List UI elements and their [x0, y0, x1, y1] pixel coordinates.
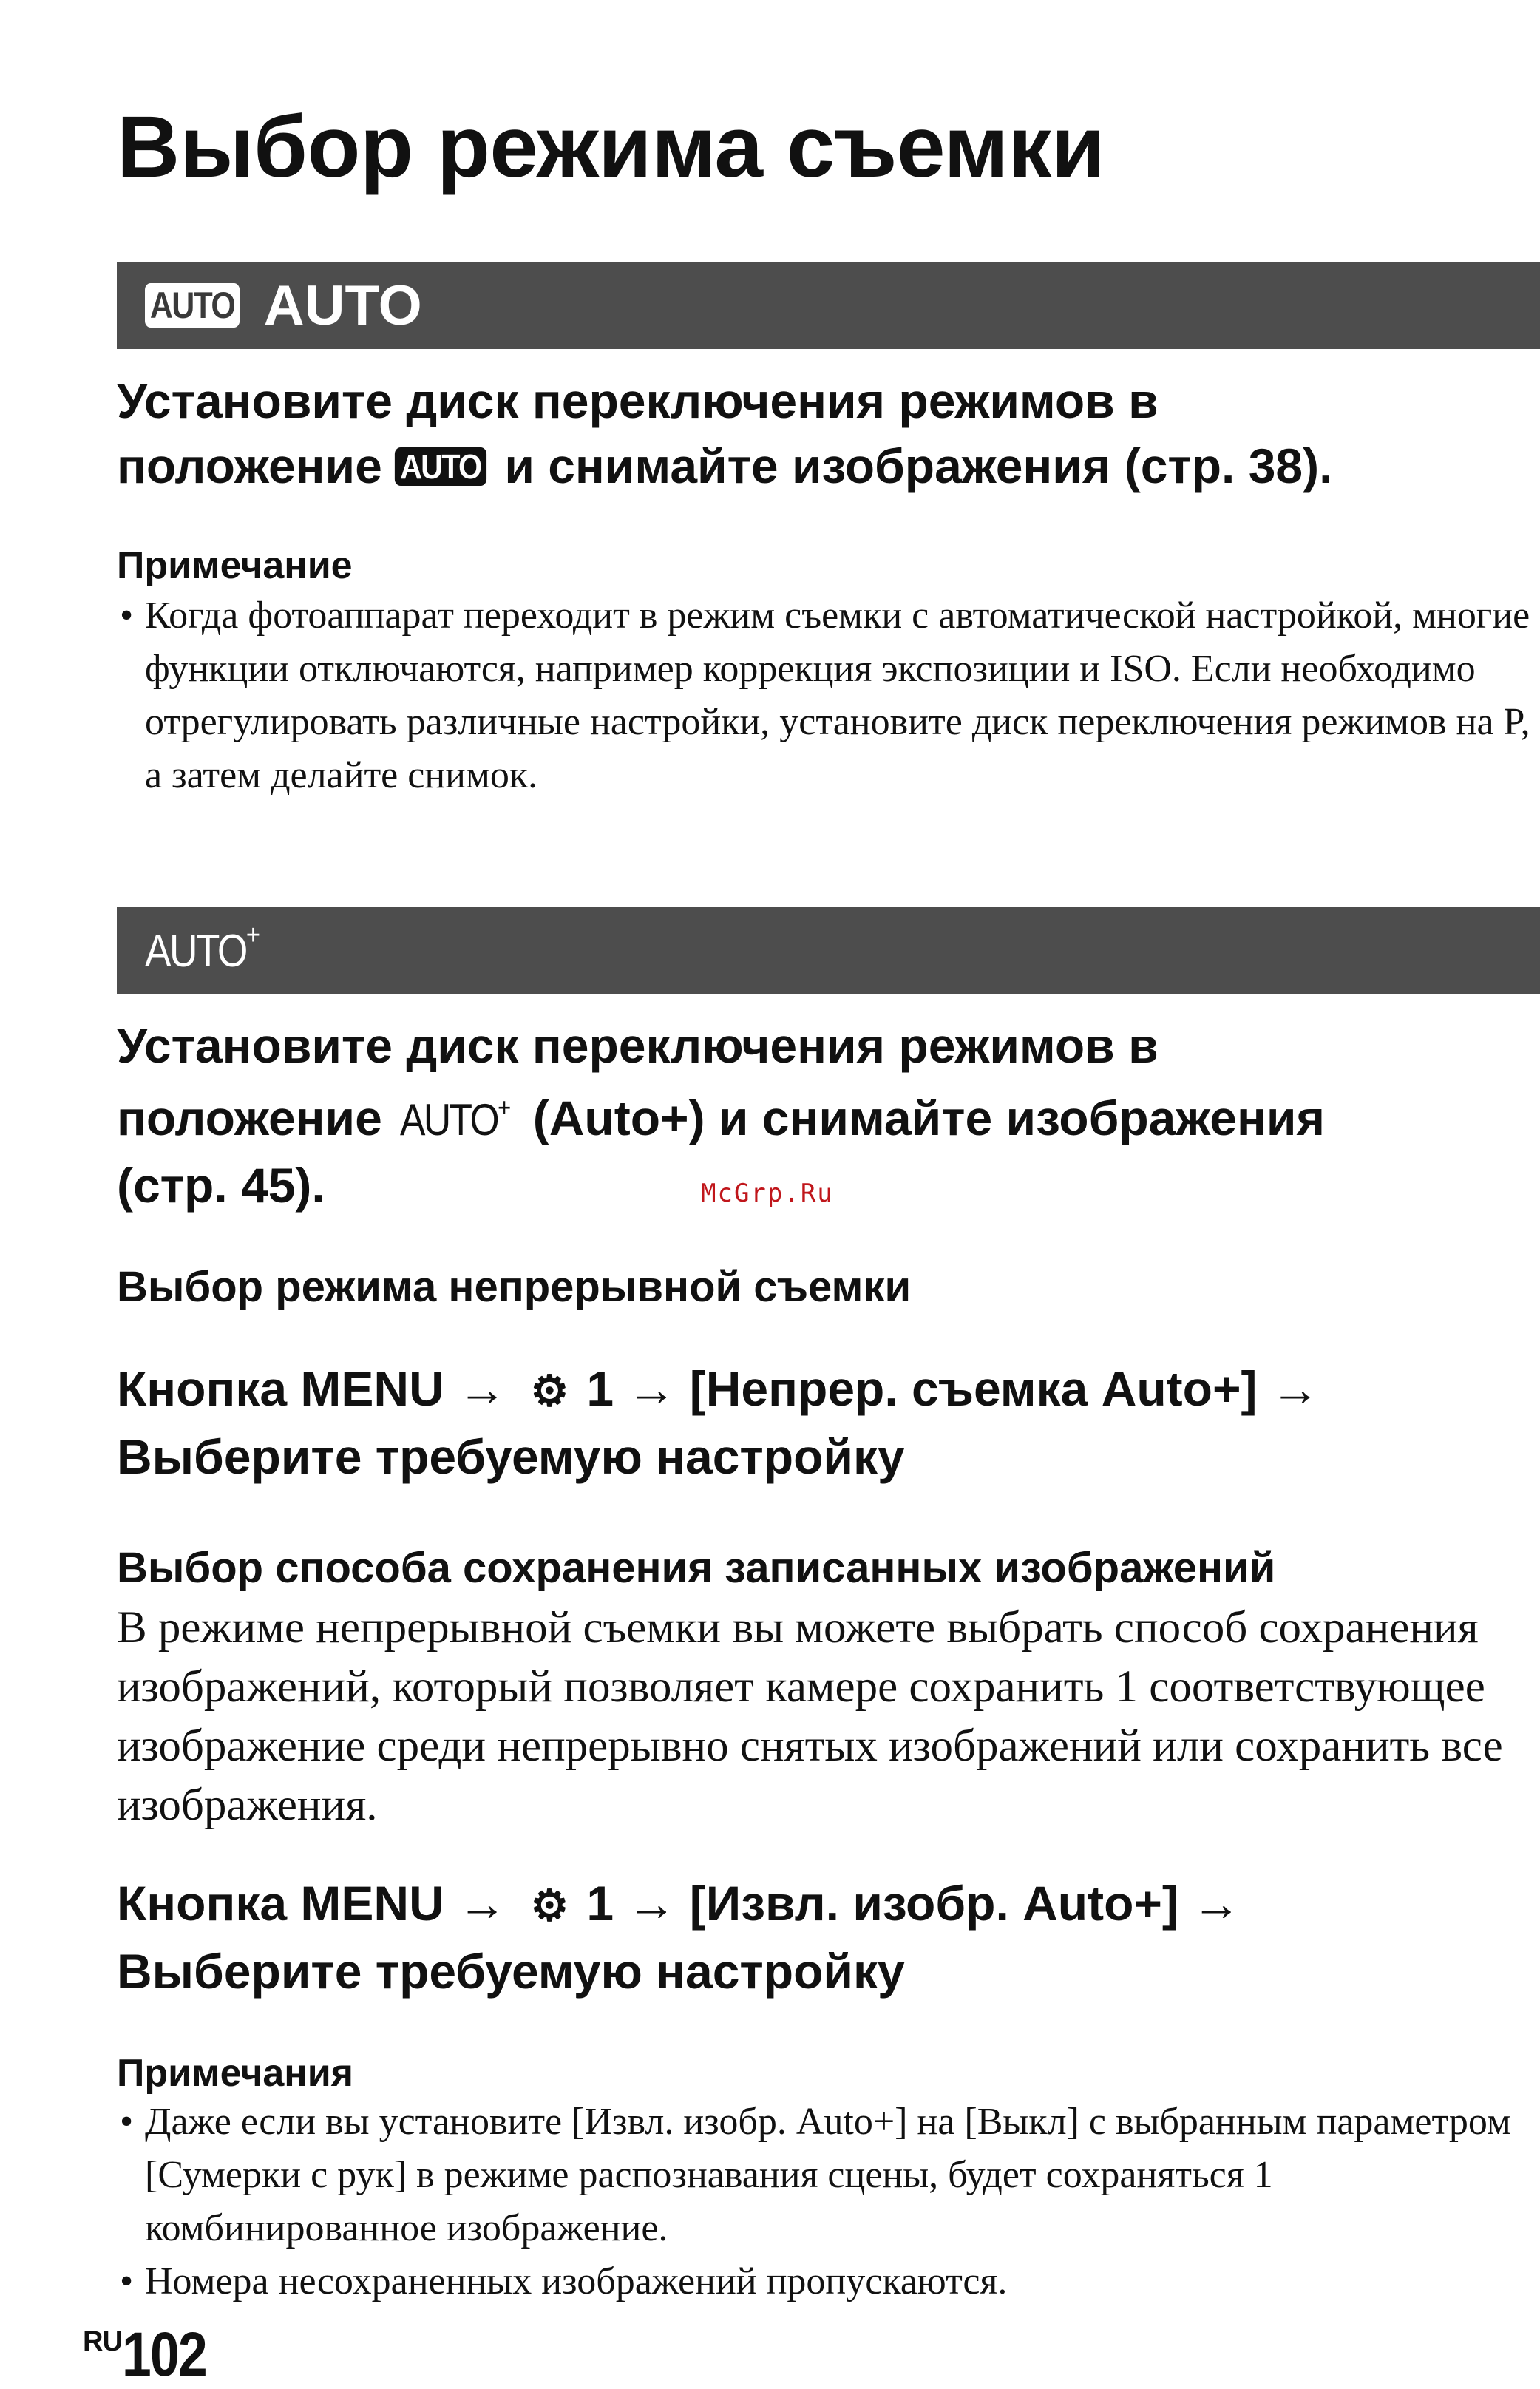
autoplus-instruction-prefix: положение	[117, 1091, 382, 1145]
autoplus-instruction-suffix: (Auto+) и снимайте изображения	[532, 1091, 1325, 1145]
menu-path-continuous-line2: Выберите требуемую настройку	[117, 1429, 905, 1484]
auto-note-item: • Когда фотоаппарат переходит в режим съемки с автоматической настройкой, многие функции отключаются, например коррекция экспозиции и ISO. Если необходимо отрегулировать различные настройки, установите диск переключения режимов на P, а затем делайте снимок.	[117, 589, 1540, 802]
page-title: Выбор режима съемки	[117, 98, 1105, 196]
auto-instruction-line1: Установите диск переключения режимов в	[117, 373, 1159, 428]
auto-mode-inline-icon: AUTO	[395, 447, 486, 486]
auto-plus-inline-text: AUTO	[399, 1095, 498, 1145]
auto-plus-mark-text: AUTO	[145, 925, 246, 977]
auto-note-heading: Примечание	[117, 544, 353, 587]
auto-instruction-suffix: и снимайте изображения (стр. 38).	[504, 438, 1333, 493]
autoplus-notes-list	[117, 2095, 1540, 2308]
autoplus-instruction-line3: (стр. 45).	[117, 1158, 325, 1213]
continuous-shooting-heading: Выбор режима непрерывной съемки	[117, 1263, 912, 1311]
section-header-autoplus	[117, 907, 1540, 994]
gear-icon: ⚙	[530, 1367, 569, 1415]
auto-mode-icon: AUTO	[145, 283, 240, 328]
footer-language: RU	[83, 2326, 122, 2357]
auto-plus-mode-icon	[145, 919, 259, 977]
auto-note-list	[117, 589, 1540, 802]
save-method-body: В режиме непрерывной съемки вы можете выбрать способ сохранения изображений, который позволяет камере сохранить 1 соответствующее изображение среди непрерывно снятых изображений или сохранить все изображения.	[117, 1603, 1503, 1830]
auto-plus-mark-sup: +	[245, 919, 259, 951]
autoplus-note-item: • Номера несохраненных изображений пропускаются.	[117, 2255, 1540, 2308]
auto-plus-inline-sup: +	[497, 1092, 509, 1122]
autoplus-note-item: • Даже если вы установите [Извл. изобр. Auto+] на [Выкл] с выбранным параметром [Сумерки с рук] в режиме распознавания сцены, будет сохраняться 1 комбинированное изображение.	[117, 2095, 1540, 2255]
section-title-auto: AUTO	[263, 274, 422, 337]
page-number: 102	[121, 2319, 206, 2389]
page-footer	[83, 2319, 221, 2389]
menu-path-continuous	[117, 1356, 1536, 1489]
save-method-heading: Выбор способа сохранения записанных изображений	[117, 1544, 1276, 1592]
autoplus-instruction-line1: Установите диск переключения режимов в	[117, 1018, 1159, 1073]
menu-path-continuous-start: Кнопка MENU →	[117, 1361, 520, 1416]
auto-instruction-prefix: положение	[117, 438, 382, 493]
menu-path-extract-line2: Выберите требуемую настройку	[117, 1944, 905, 1999]
menu-path-extract-start: Кнопка MENU →	[117, 1876, 520, 1931]
menu-path-extract	[117, 1871, 1536, 2004]
watermark: McGrp.Ru	[701, 1179, 834, 1208]
auto-plus-inline-icon	[400, 1078, 509, 1153]
auto-instruction	[117, 368, 1522, 498]
gear-icon: ⚙	[530, 1882, 569, 1930]
section-header-auto	[117, 262, 1540, 349]
menu-path-continuous-end: 1 → [Непрер. съемка Auto+] →	[586, 1361, 1320, 1416]
menu-path-extract-end: 1 → [Извл. изобр. Auto+] →	[586, 1876, 1241, 1931]
autoplus-notes-heading: Примечания	[117, 2052, 354, 2095]
